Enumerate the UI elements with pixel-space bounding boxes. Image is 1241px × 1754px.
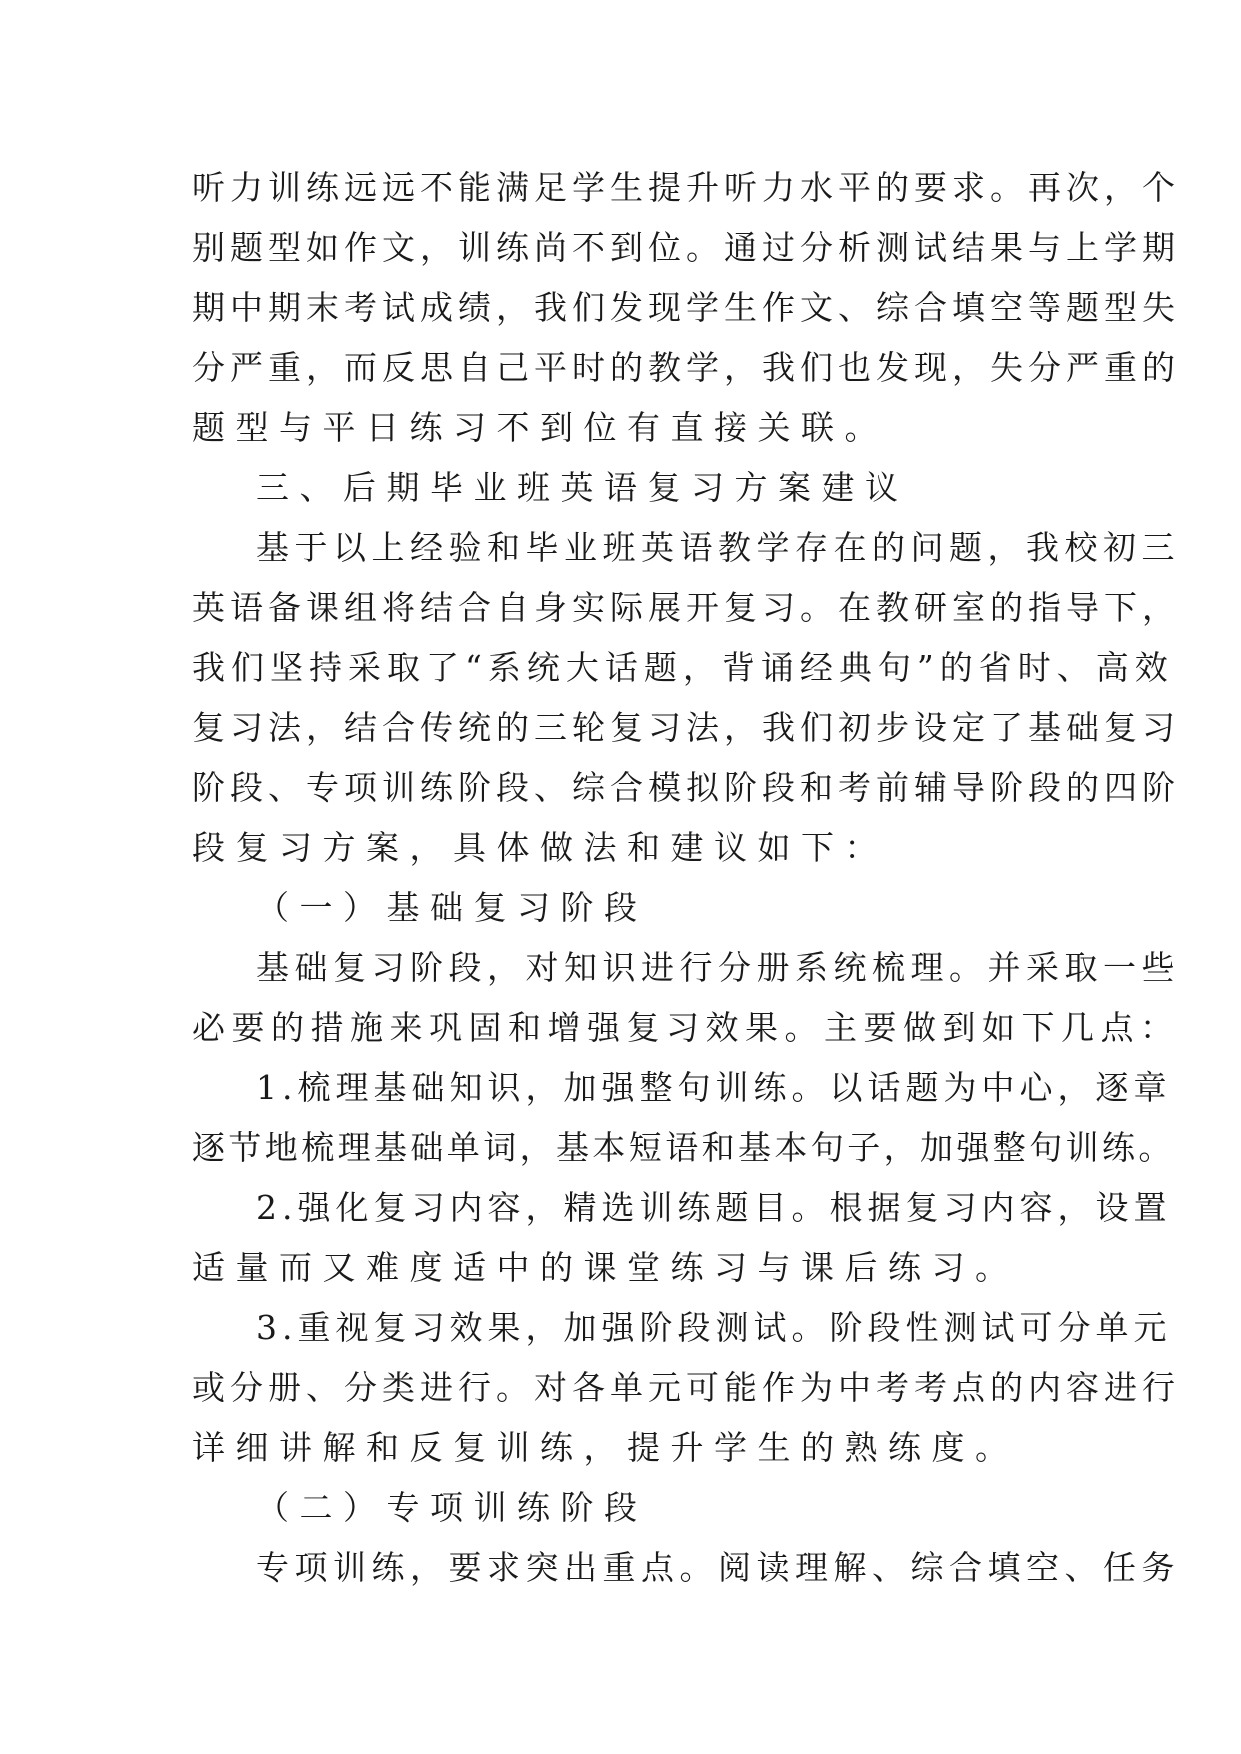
list-item-first-line: 1.梳理基础知识，加强整句训练。以话题为中心，逐章 xyxy=(256,1068,1172,1107)
body-text-line: 期中期末考试成绩，我们发现学生作文、综合填空等题型失 xyxy=(192,288,1180,327)
body-text-line: 逐节地梳理基础单词，基本短语和基本句子，加强整句训练。 xyxy=(192,1128,1175,1167)
section-heading: 三、后期毕业班英语复习方案建议 xyxy=(256,468,909,507)
list-item-first-line: 2.强化复习内容，精选训练题目。根据复习内容，设置 xyxy=(256,1188,1172,1227)
body-text-line: 题型与平日练习不到位有直接关联。 xyxy=(192,408,888,447)
body-text-line: 英语备课组将结合自身实际展开复习。在教研室的指导下， xyxy=(192,588,1180,627)
body-text-line: 听力训练远远不能满足学生提升听力水平的要求。再次，个 xyxy=(192,168,1180,207)
body-text-line: 适量而又难度适中的课堂练习与课后练习。 xyxy=(192,1248,1019,1287)
paragraph-first-line: 基础复习阶段，对知识进行分册系统梳理。并采取一些 xyxy=(256,948,1180,987)
body-text-line: 详细讲解和反复训练，提升学生的熟练度。 xyxy=(192,1428,1019,1467)
body-text-line: 阶段、专项训练阶段、综合模拟阶段和考前辅导阶段的四阶 xyxy=(192,768,1180,807)
body-text-line: 必要的措施来巩固和增强复习效果。主要做到如下几点： xyxy=(192,1008,1180,1047)
body-text-line: 别题型如作文，训练尚不到位。通过分析测试结果与上学期 xyxy=(192,228,1180,267)
body-text-line: 复习法，结合传统的三轮复习法，我们初步设定了基础复习 xyxy=(192,708,1180,747)
body-text-line: 分严重，而反思自己平时的教学，我们也发现，失分严重的 xyxy=(192,348,1180,387)
paragraph-first-line: 基于以上经验和毕业班英语教学存在的问题，我校初三 xyxy=(256,528,1180,567)
list-item-first-line: 3.重视复习效果，加强阶段测试。阶段性测试可分单元 xyxy=(256,1308,1172,1347)
body-text-line: 我们坚持采取了“系统大话题，背诵经典句”的省时、高效 xyxy=(192,648,1174,687)
subsection-heading: （二）专项训练阶段 xyxy=(256,1488,648,1527)
body-text-line: 段复习方案，具体做法和建议如下： xyxy=(192,828,888,867)
paragraph-first-line: 专项训练，要求突出重点。阅读理解、综合填空、任务 xyxy=(256,1548,1180,1587)
subsection-heading: （一）基础复习阶段 xyxy=(256,888,648,927)
body-text-line: 或分册、分类进行。对各单元可能作为中考考点的内容进行 xyxy=(192,1368,1180,1407)
